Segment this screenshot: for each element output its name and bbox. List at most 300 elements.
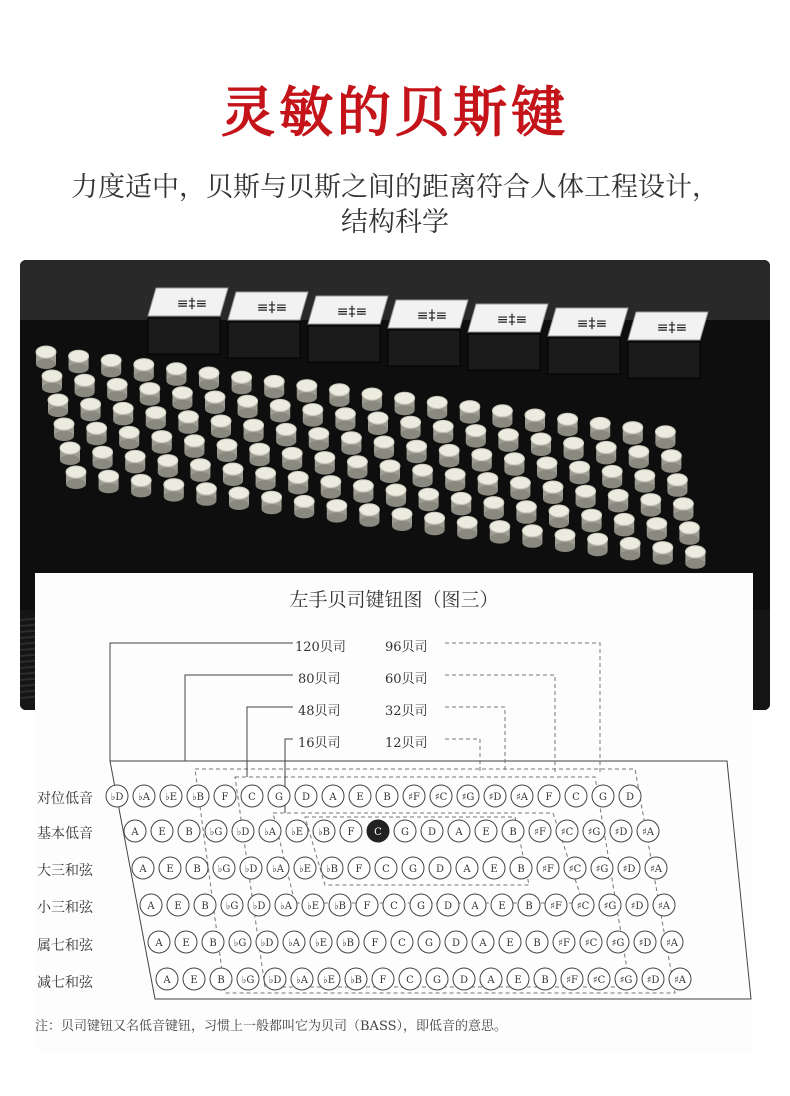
page-title: 灵敏的贝斯键: [221, 80, 569, 144]
bass-button: [353, 480, 373, 503]
bass-note-button: [464, 894, 486, 916]
bass-note-button: [399, 968, 421, 990]
bass-note-button: [511, 785, 533, 807]
bass-note-label: ♯C: [434, 792, 448, 803]
bass-note-label: G: [425, 938, 433, 949]
bass-note-label: ♯D: [646, 975, 660, 986]
subtitle-line-2: 结构科学: [341, 207, 449, 238]
bass-note-button: [484, 785, 506, 807]
bass-note-label: G: [599, 792, 607, 803]
bass-note-label: ♭E: [164, 792, 178, 803]
bass-button: [522, 525, 542, 548]
bass-note-label: ♯D: [488, 792, 502, 803]
bass-note-label: A: [471, 901, 479, 912]
row-label-dominant-seventh: 属七和弦: [37, 938, 93, 954]
bass-note-button: [634, 931, 656, 953]
bass-button: [629, 446, 649, 469]
bass-note-button: [453, 968, 475, 990]
bass-note-button: [430, 785, 452, 807]
register-switch-label: ≡‡≡: [576, 316, 608, 332]
bass-note-button: [661, 931, 683, 953]
bass-button: [341, 432, 361, 455]
subtitle-line-1: 力度适中，贝斯与贝斯之间的距离符合人体工程设计，: [71, 172, 719, 203]
bass-note-label: A: [131, 827, 139, 838]
bass-note-button: [457, 785, 479, 807]
bass-note-label: E: [514, 975, 522, 986]
bass-note-button: [187, 785, 209, 807]
bass-note-label: E: [158, 827, 166, 838]
bass-button: [647, 518, 667, 541]
bass-note-button: [580, 931, 602, 953]
bass-note-label: F: [355, 864, 363, 875]
bass-note-label: A: [163, 975, 171, 986]
bass-button: [516, 501, 536, 524]
bass-note-button: [232, 820, 254, 842]
bass-button: [590, 417, 610, 440]
bass-button: [362, 388, 382, 411]
bass-note-button: [148, 931, 170, 953]
bass-note-button: [556, 820, 578, 842]
bass-button: [69, 350, 89, 373]
bass-note-label: E: [190, 975, 198, 986]
bass-note-label: D: [625, 792, 635, 803]
bass-button: [36, 346, 56, 369]
bass-note-button: [402, 857, 424, 879]
bass-note-button: [645, 857, 667, 879]
bass-note-label: ♭G: [217, 864, 231, 875]
bass-note-button: [445, 931, 467, 953]
bass-note-label: ♯D: [622, 864, 636, 875]
bass-note-button: [364, 931, 386, 953]
bass-note-label: ♭A: [264, 827, 276, 838]
bass-note-label: B: [193, 864, 201, 875]
bass-button: [460, 401, 480, 424]
bass-note-button: [418, 931, 440, 953]
bass-note-button: [367, 820, 389, 842]
bass-button: [641, 494, 661, 517]
bass-note-button: [619, 785, 641, 807]
bass-note-label: G: [401, 827, 409, 838]
bass-button: [679, 522, 699, 545]
bass-note-label: ♯C: [592, 975, 606, 986]
bass-note-label: ♭A: [296, 975, 308, 986]
bass-button: [140, 383, 160, 406]
bass-button: [419, 488, 439, 511]
row-label-minor-chord: 小三和弦: [37, 900, 93, 916]
bass-button: [576, 485, 596, 508]
bass-note-label: ♯G: [611, 938, 625, 949]
bass-note-button: [106, 785, 128, 807]
bass-note-label: ♭E: [298, 864, 312, 875]
bass-button: [368, 412, 388, 435]
bass-button: [596, 441, 616, 464]
bass-note-button: [375, 857, 397, 879]
bass-button: [582, 509, 602, 532]
bass-note-button: [340, 820, 362, 842]
bass-note-label: F: [347, 827, 355, 838]
diagram-title: 左手贝司键钮图（图三）: [289, 589, 499, 611]
bass-button: [667, 474, 687, 497]
bass-note-label: D: [443, 901, 453, 912]
bass-note-button: [183, 968, 205, 990]
bass-note-label: ♯A: [649, 864, 663, 875]
bass-button: [190, 459, 210, 482]
bass-note-label: ♯G: [595, 864, 609, 875]
bass-note-label: E: [490, 864, 498, 875]
bass-button: [490, 521, 510, 544]
bass-button: [653, 542, 673, 565]
bass-note-button: [256, 931, 278, 953]
bass-note-button: [321, 857, 343, 879]
bass-note-label: ♭B: [341, 938, 355, 949]
bass-note-button: [322, 785, 344, 807]
bass-note-label: A: [455, 827, 463, 838]
bass-button: [537, 457, 557, 480]
bass-note-button: [615, 968, 637, 990]
bass-button: [558, 413, 578, 436]
bass-note-button: [283, 931, 305, 953]
bass-button: [184, 435, 204, 458]
bass-note-button: [437, 894, 459, 916]
bass-button: [199, 367, 219, 390]
bass-note-label: C: [390, 901, 398, 912]
bass-note-button: [526, 931, 548, 953]
bass-note-label: B: [217, 975, 225, 986]
label-60-bass: 60贝司: [385, 672, 428, 687]
bass-note-label: ♯G: [461, 792, 475, 803]
bass-note-button: [538, 785, 560, 807]
bass-button: [374, 436, 394, 459]
bass-note-label: C: [374, 827, 382, 838]
bass-note-label: ♯D: [638, 938, 652, 949]
label-120-bass: 120贝司: [295, 640, 346, 655]
register-switch: [548, 308, 628, 374]
label-80-bass: 80贝司: [298, 672, 341, 687]
row-label-major-chord: 大三和弦: [37, 863, 93, 879]
bass-note-button: [210, 968, 232, 990]
bass-note-label: ♯A: [673, 975, 687, 986]
bass-note-button: [286, 820, 308, 842]
bass-note-button: [475, 820, 497, 842]
register-switch: [148, 288, 228, 354]
bass-button: [211, 415, 231, 438]
bass-button: [101, 354, 121, 377]
bass-note-button: [553, 931, 575, 953]
bass-button: [602, 465, 622, 488]
bass-note-label: A: [139, 864, 147, 875]
bass-note-label: C: [398, 938, 406, 949]
register-switch: [628, 312, 708, 378]
bass-note-label: ♭A: [272, 864, 284, 875]
bass-note-button: [545, 894, 567, 916]
bass-note-label: ♭E: [306, 901, 320, 912]
bass-note-label: ♯A: [665, 938, 679, 949]
bass-note-button: [588, 968, 610, 990]
bass-button: [620, 537, 640, 560]
bass-note-button: [534, 968, 556, 990]
bass-note-button: [507, 968, 529, 990]
bass-button: [673, 498, 693, 521]
bass-button: [510, 477, 530, 500]
bass-note-label: F: [379, 975, 387, 986]
bass-note-button: [410, 894, 432, 916]
bass-note-button: [426, 968, 448, 990]
bass-note-button: [565, 785, 587, 807]
bass-note-button: [394, 820, 416, 842]
bass-note-button: [626, 894, 648, 916]
bass-button: [608, 489, 628, 512]
bass-note-label: G: [409, 864, 417, 875]
bass-note-button: [537, 857, 559, 879]
bass-note-button: [240, 857, 262, 879]
bass-note-label: ♯F: [550, 901, 562, 912]
bass-button: [48, 394, 68, 417]
bass-button: [504, 453, 524, 476]
bass-button: [484, 497, 504, 520]
bass-button: [635, 470, 655, 493]
bass-button: [614, 513, 634, 536]
bass-button: [439, 444, 459, 467]
bass-button: [131, 474, 151, 497]
register-switch-label: ≡‡≡: [176, 296, 208, 312]
bass-note-button: [264, 968, 286, 990]
register-switch-label: ≡‡≡: [336, 304, 368, 320]
bass-note-label: B: [209, 938, 217, 949]
bass-note-label: E: [166, 864, 174, 875]
bass-note-label: A: [479, 938, 487, 949]
bass-note-label: G: [275, 792, 283, 803]
bass-button: [232, 371, 252, 394]
bass-note-label: D: [459, 975, 469, 986]
bass-note-label: ♯F: [566, 975, 578, 986]
bass-note-button: [124, 820, 146, 842]
bass-note-button: [518, 894, 540, 916]
register-switch: [388, 300, 468, 366]
bass-note-button: [356, 894, 378, 916]
label-32-bass: 32贝司: [385, 704, 428, 719]
bass-note-button: [275, 894, 297, 916]
bass-button: [75, 374, 95, 397]
bass-note-label: G: [417, 901, 425, 912]
bass-note-label: E: [506, 938, 514, 949]
bass-button: [146, 407, 166, 430]
bass-button: [623, 422, 643, 445]
bass-note-button: [295, 785, 317, 807]
bass-button: [321, 476, 341, 499]
bass-note-label: ♭D: [110, 792, 124, 803]
bass-note-label: ♯A: [641, 827, 655, 838]
bass-note-button: [637, 820, 659, 842]
bass-note-button: [480, 968, 502, 990]
bass-button: [164, 479, 184, 502]
bass-note-label: ♯C: [560, 827, 574, 838]
bass-note-label: ♯A: [515, 792, 529, 803]
bass-button: [395, 392, 415, 415]
bass-button: [294, 495, 314, 518]
row-label-counterbass: 对位低音: [37, 791, 93, 807]
bass-note-label: ♭A: [280, 901, 292, 912]
bass-note-label: ♭D: [268, 975, 282, 986]
bass-note-label: A: [155, 938, 163, 949]
bass-note-label: D: [427, 827, 437, 838]
bass-button: [329, 384, 349, 407]
bass-note-label: B: [541, 975, 549, 986]
bass-button: [427, 396, 447, 419]
bass-note-label: ♯F: [542, 864, 554, 875]
bass-button: [250, 443, 270, 466]
bass-note-button: [159, 857, 181, 879]
bass-button: [466, 425, 486, 448]
bass-button: [425, 512, 445, 535]
bass-note-label: C: [406, 975, 414, 986]
register-switch: [228, 292, 308, 358]
bass-note-button: [429, 857, 451, 879]
bass-note-label: E: [482, 827, 490, 838]
bass-button: [172, 387, 192, 410]
bass-note-label: D: [435, 864, 445, 875]
bass-button: [564, 437, 584, 460]
bass-note-button: [472, 931, 494, 953]
register-switch-label: ≡‡≡: [656, 320, 688, 336]
bass-button: [309, 428, 329, 451]
bass-button: [178, 411, 198, 434]
bass-button: [54, 418, 74, 441]
bass-note-label: F: [221, 792, 229, 803]
bass-button: [297, 380, 317, 403]
bass-note-button: [618, 857, 640, 879]
register-switch-label: ≡‡≡: [256, 300, 288, 316]
bass-note-button: [391, 931, 413, 953]
bass-note-button: [267, 857, 289, 879]
bass-note-label: E: [174, 901, 182, 912]
bass-note-button: [642, 968, 664, 990]
bass-button: [262, 491, 282, 514]
bass-button: [433, 420, 453, 443]
bass-button: [661, 450, 681, 473]
bass-button: [42, 370, 62, 393]
bass-note-label: ♭B: [333, 901, 347, 912]
bass-note-button: [205, 820, 227, 842]
bass-note-label: B: [517, 864, 525, 875]
bass-note-button: [241, 785, 263, 807]
bass-note-label: ♭G: [209, 827, 223, 838]
bass-note-label: ♯C: [584, 938, 598, 949]
bass-note-label: A: [463, 864, 471, 875]
bass-note-button: [653, 894, 675, 916]
bass-button: [655, 426, 675, 449]
bass-note-button: [268, 785, 290, 807]
bass-button: [276, 423, 296, 446]
bass-button: [555, 529, 575, 552]
bass-note-label: ♭D: [236, 827, 250, 838]
bass-note-label: G: [433, 975, 441, 986]
bass-button: [531, 433, 551, 456]
bass-button: [315, 452, 335, 475]
bass-button: [113, 402, 133, 425]
bass-note-button: [229, 931, 251, 953]
label-16-bass: 16贝司: [298, 736, 341, 751]
bass-note-label: ♯F: [558, 938, 570, 949]
label-48-bass: 48贝司: [298, 704, 341, 719]
bass-note-button: [456, 857, 478, 879]
bass-note-label: ♯C: [576, 901, 590, 912]
bass-note-button: [160, 785, 182, 807]
bass-note-button: [591, 857, 613, 879]
bass-button: [685, 546, 705, 569]
bass-note-button: [178, 820, 200, 842]
bass-note-button: [151, 820, 173, 842]
bass-button: [525, 409, 545, 432]
bass-note-button: [329, 894, 351, 916]
bass-note-button: [237, 968, 259, 990]
bass-note-label: B: [201, 901, 209, 912]
bass-note-label: E: [356, 792, 364, 803]
bass-note-button: [529, 820, 551, 842]
bass-note-label: B: [509, 827, 517, 838]
bass-note-button: [669, 968, 691, 990]
bass-button: [264, 375, 284, 398]
bass-note-label: C: [382, 864, 390, 875]
bass-note-button: [610, 820, 632, 842]
bass-note-label: F: [545, 792, 553, 803]
bass-button: [413, 464, 433, 487]
label-12-bass: 12贝司: [385, 736, 428, 751]
bass-note-label: ♯G: [587, 827, 601, 838]
diagram-note: 注：贝司键钮又名低音键钮，习惯上一般都叫它为贝司（BASS），即低音的意思。: [35, 1019, 508, 1034]
bass-button: [166, 363, 186, 386]
bass-note-button: [221, 894, 243, 916]
bass-note-button: [561, 968, 583, 990]
bass-note-button: [583, 820, 605, 842]
bass-note-label: B: [525, 901, 533, 912]
bass-note-label: ♯A: [657, 901, 671, 912]
bass-note-button: [510, 857, 532, 879]
bass-button: [543, 481, 563, 504]
bass-note-button: [483, 857, 505, 879]
bass-note-button: [372, 968, 394, 990]
bass-note-button: [156, 968, 178, 990]
bass-button: [223, 463, 243, 486]
bass-note-label: ♯D: [614, 827, 628, 838]
bass-button: [152, 431, 172, 454]
bass-button: [359, 504, 379, 527]
bass-note-label: ♭B: [349, 975, 363, 986]
bass-note-button: [140, 894, 162, 916]
bass-note-button: [291, 968, 313, 990]
bass-note-label: ♯D: [630, 901, 644, 912]
bass-button: [457, 516, 477, 539]
bass-button: [87, 422, 107, 445]
bass-button: [549, 505, 569, 528]
bass-note-label: F: [363, 901, 371, 912]
bass-note-button: [132, 857, 154, 879]
bass-note-button: [337, 931, 359, 953]
bass-note-label: A: [487, 975, 495, 986]
bass-note-button: [499, 931, 521, 953]
bass-button: [392, 508, 412, 531]
bass-note-label: F: [371, 938, 379, 949]
bass-note-label: ♭A: [288, 938, 300, 949]
bass-button: [81, 398, 101, 421]
bass-note-button: [213, 857, 235, 879]
bass-button: [270, 399, 290, 422]
bass-button: [93, 446, 113, 469]
bass-note-label: ♯F: [408, 792, 420, 803]
bass-note-button: [318, 968, 340, 990]
bass-note-label: ♯C: [568, 864, 582, 875]
bass-note-button: [202, 931, 224, 953]
bass-button: [588, 533, 608, 556]
